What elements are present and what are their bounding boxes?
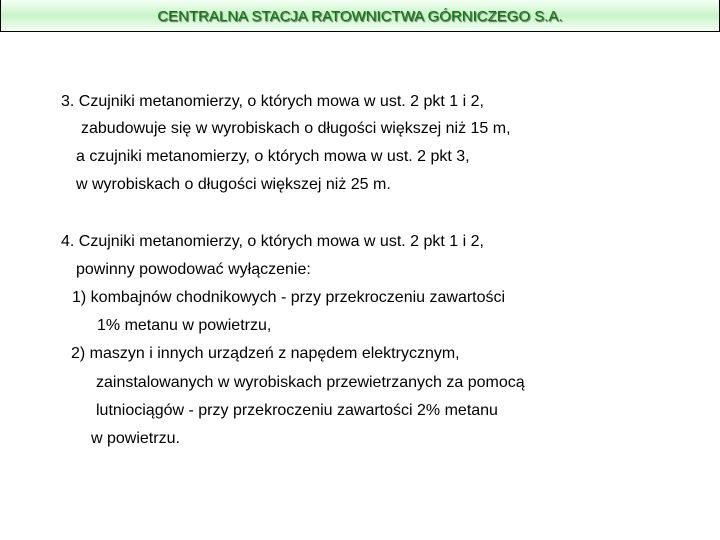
text-line: powinny powodować wyłączenie:: [76, 261, 311, 278]
text-line: a czujniki metanomierzy, o których mowa w ust. 2 pkt 3,: [76, 148, 470, 165]
text-line: lutniociągów - przy przekroczeniu zawartości 2% metanu: [96, 402, 498, 419]
text-line: 2) maszyn i innych urządzeń z napędem elektrycznym,: [71, 345, 460, 362]
text-line: 3. Czujniki metanomierzy, o których mowa w ust. 2 pkt 1 i 2,: [61, 93, 484, 110]
text-line: 4. Czujniki metanomierzy, o których mowa w ust. 2 pkt 1 i 2,: [61, 233, 484, 250]
text-line: w wyrobiskach o długości większej niż 25 m.: [76, 176, 391, 193]
text-line: zainstalowanych w wyrobiskach przewietrzanych za pomocą: [96, 374, 525, 391]
text-line: w powietrzu.: [91, 430, 180, 447]
header-title: CENTRALNA STACJA RATOWNICTWA GÓRNICZEGO S.A.: [157, 8, 563, 25]
text-line: 1) kombajnów chodnikowych - przy przekroczeniu zawartości: [72, 289, 506, 306]
text-line: 1% metanu w powietrzu,: [97, 317, 272, 334]
slide-header: [0, 0, 720, 32]
text-line: zabudowuje się w wyrobiskach o długości większej niż 15 m,: [81, 120, 511, 137]
